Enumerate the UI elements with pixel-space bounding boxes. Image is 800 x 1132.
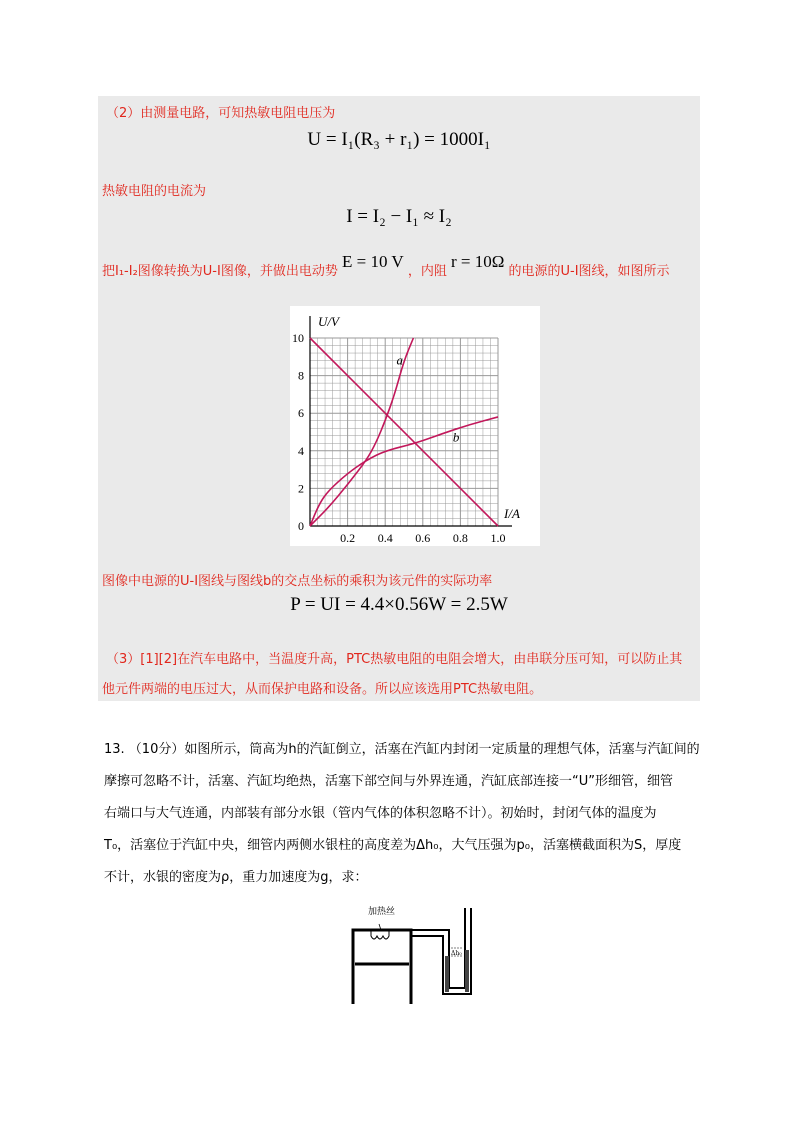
part2-intro: （2）由测量电路，可知热敏电阻电压为 (106, 106, 336, 121)
x-tick-label: 0.8 (452, 531, 468, 545)
x-tick-label: 0.2 (340, 531, 356, 545)
resistance-mid: ，内阻 (407, 264, 447, 279)
emf-formula: E = 10 V (341, 252, 404, 271)
u-tube-left-wall (411, 908, 465, 988)
x-tick-label: 0.4 (377, 531, 393, 545)
curve-label-b: b (452, 429, 460, 445)
cylinder-walls (353, 930, 411, 1004)
part3-line2: 他元件两端的电压过大，从而保护电路和设备。所以应该选用PTC热敏电阻。 (102, 682, 543, 697)
ui-chart (290, 306, 540, 546)
ui-graph (290, 306, 540, 546)
y-tick-label: 6 (298, 406, 304, 421)
u-tube-right-wall (411, 908, 471, 994)
cylinder-diagram (345, 900, 485, 1008)
x-axis-label: I/A (504, 506, 520, 521)
series-line-b (310, 417, 498, 526)
y-tick-label: 8 (298, 368, 304, 383)
question-line5: 不计，水银的密度为ρ，重力加速度为g，求： (104, 870, 368, 885)
formula-power: P = UI = 4.4×0.56W = 2.5W (290, 594, 508, 615)
y-axis-label: U/V (318, 314, 339, 329)
formula-current: I = I₂ − I₁ ≈ I₂ (346, 206, 452, 227)
solution-block (98, 96, 700, 701)
y-tick-label: 4 (298, 443, 304, 458)
current-label: 热敏电阻的电流为 (102, 184, 207, 199)
question-line2: 摩擦可忽略不计，活塞、汽缸均绝热，活塞下部空间与外界连通，汽缸底部连接一“U”形细管，细管 (104, 774, 673, 789)
resistance-formula: r = 10Ω (450, 252, 505, 271)
question-line4: T₀，活塞位于汽缸中央，细管内两侧水银柱的高度差为Δh₀，大气压强为p₀，活塞横截面积为S，厚度 (104, 838, 682, 853)
series-line-source (310, 338, 498, 526)
convert-pre: 把I₁-I₂图像转换为U-I图像，并做出电动势 (102, 264, 338, 279)
y-tick-label: 2 (298, 481, 304, 496)
part3-line1: （3）[1][2]在汽车电路中，当温度升高，PTC热敏电阻的电阻会增大，由串联分压可知，可以防止其 (106, 652, 683, 667)
convert-line (102, 252, 670, 280)
cylinder-svg (345, 900, 485, 1008)
question-line3: 右端口与大气连通，内部装有部分水银（管内气体的体积忽略不计）。初始时，封闭气体的温度为 (104, 806, 657, 821)
graph-note: 图像中电源的U-I图线与图线b的交点坐标的乘积为该元件的实际功率 (102, 574, 493, 589)
formula-voltage: U = I₁(R₃ + r₁) = 1000I₁ (307, 129, 491, 150)
x-tick-label: 0.6 (415, 531, 431, 545)
question-line1: 13. （10分）如图所示，筒高为h的汽缸倒立，活塞在汽缸内封闭一定质量的理想气体，活塞与汽缸间的 (104, 742, 700, 757)
heater-label: 加热丝 (368, 907, 396, 917)
mercury-left (445, 956, 449, 992)
mercury-right (465, 950, 469, 992)
dh-label: Δh₀ (451, 950, 462, 957)
convert-post: 的电源的U-I图线，如图所示 (508, 264, 670, 279)
curve-label-a: a (396, 352, 403, 368)
y-tick-label: 10 (292, 331, 304, 345)
y-tick-label: 0 (298, 519, 304, 533)
x-tick-label: 1.0 (490, 531, 506, 545)
